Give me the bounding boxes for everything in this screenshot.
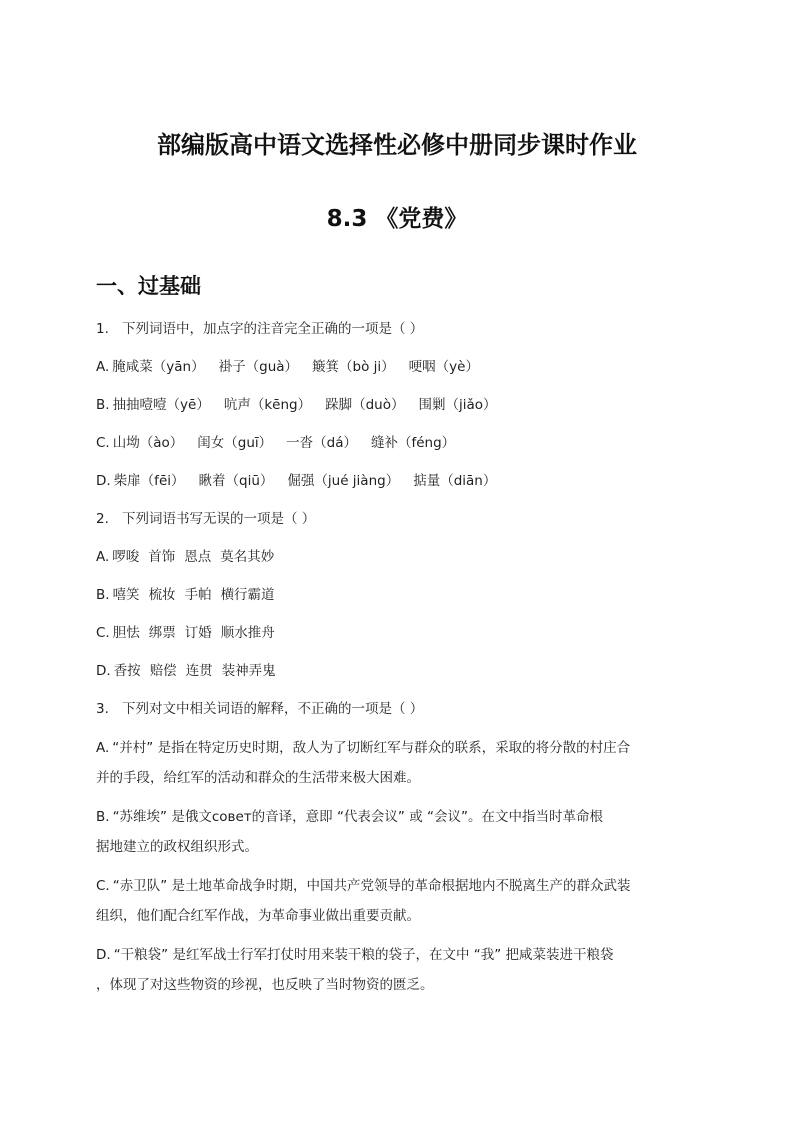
option-word: 嘻笑 (112, 587, 140, 603)
question-3-option-a-line-2: 并的手段，给红军的活动和群众的生活带来极大困难。 (96, 770, 420, 786)
option-word: 簸箕（bò ji） (312, 359, 395, 375)
option-word: 山坳（ào） (112, 435, 184, 451)
option-word: 缝补（féng） (371, 435, 456, 451)
option-text: “干粮袋” 是红军战士行军打仗时用来装干粮的袋子，在文中 “我” 把咸菜装进干粮袋 (113, 947, 614, 963)
option-letter: C. (96, 878, 110, 894)
option-word: 啰唆 (112, 549, 140, 565)
document-title: 部编版高中语文选择性必修中册同步课时作业 (157, 131, 637, 159)
option-word: 连贯 (185, 663, 213, 679)
option-word: 腌咸菜（yān） (112, 359, 205, 375)
question-2-stem (96, 510, 315, 528)
option-word: 褂子（guà） (218, 359, 299, 375)
option-letter: D. (96, 947, 111, 963)
question-3-option-a-line-1 (96, 739, 630, 757)
question-number: 2. (96, 511, 109, 527)
option-word: 吭声（kēng） (223, 397, 312, 413)
option-word: 瞅着（qiū） (198, 473, 274, 489)
question-2-option-b (96, 586, 284, 604)
question-2-option-a (96, 548, 283, 566)
option-word: 顺水推舟 (220, 625, 275, 641)
option-word: 哽咽（yè） (408, 359, 479, 375)
option-letter: D. (96, 473, 111, 489)
question-text: 下列对文中相关词语的解释，不正确的一项是（ ） (122, 701, 424, 717)
document-subtitle: 8.3 《党费》 (326, 206, 468, 232)
option-word: 跺脚（duò） (325, 397, 405, 413)
question-number: 3. (96, 701, 109, 717)
option-word: 香按 (113, 663, 141, 679)
question-3-option-b-line-2: 据地建立的政权组织形式。 (96, 839, 258, 855)
option-word: 梳妆 (148, 587, 176, 603)
option-letter: C. (96, 625, 110, 641)
option-word: 闺女（guī） (197, 435, 273, 451)
question-1-option-c (96, 434, 455, 452)
option-word: 掂量（diān） (413, 473, 497, 489)
option-word: 恩点 (184, 549, 212, 565)
option-text: “苏维埃” 是俄文совет的音译，意即 “代表会议” 或 “会议”。在文中指当时革命根 (112, 809, 603, 825)
option-word: 赔偿 (149, 663, 177, 679)
option-letter: D. (96, 663, 111, 679)
question-3-option-b-line-1 (96, 808, 603, 826)
option-letter: A. (96, 359, 110, 375)
option-letter: B. (96, 809, 110, 825)
option-word: 倔强（jué jiàng） (287, 473, 400, 489)
option-letter: B. (96, 587, 110, 603)
option-word: 一沓（dá） (286, 435, 357, 451)
option-letter: A. (96, 549, 110, 565)
option-word: 绑票 (148, 625, 176, 641)
option-word: 横行霸道 (220, 587, 275, 603)
question-1-option-a (96, 358, 479, 376)
option-word: 围剿（jiǎo） (418, 397, 497, 413)
question-2-option-d (96, 662, 285, 680)
option-letter: A. (96, 740, 110, 756)
question-3-stem (96, 700, 423, 718)
option-word: 首饰 (148, 549, 176, 565)
question-text: 下列词语中，加点字的注音完全正确的一项是（ ） (122, 321, 424, 337)
question-3-option-c-line-2: 组织，他们配合红军作战，为革命事业做出重要贡献。 (96, 908, 420, 924)
question-2-option-c (96, 624, 284, 642)
option-letter: C. (96, 435, 110, 451)
option-word: 订婚 (184, 625, 212, 641)
option-word: 柴扉（fēi） (113, 473, 185, 489)
option-letter: B. (96, 397, 110, 413)
option-text: “并村” 是指在特定历史时期，敌人为了切断红军与群众的联系，采取的将分散的村庄合 (112, 740, 631, 756)
section-heading: 一、过基础 (96, 274, 201, 298)
question-text: 下列词语书写无误的一项是（ ） (122, 511, 316, 527)
question-1-option-b (96, 396, 497, 414)
question-1-stem (96, 320, 423, 338)
option-word: 手帕 (184, 587, 212, 603)
question-number: 1. (96, 321, 109, 337)
question-3-option-c-line-1 (96, 877, 631, 895)
option-text: “赤卫队” 是土地革命战争时期，中国共产党领导的革命根据地内不脱离生产的群众武装 (112, 878, 631, 894)
question-1-option-d (96, 472, 496, 490)
question-3-option-d-line-1 (96, 946, 614, 964)
option-word: 莫名其妙 (220, 549, 275, 565)
option-word: 胆怯 (112, 625, 140, 641)
option-word: 装神弄鬼 (221, 663, 276, 679)
option-word: 抽抽噎噎（yē） (112, 397, 210, 413)
question-3-option-d-line-2: ，体现了对这些物资的珍视，也反映了当时物资的匮乏。 (96, 977, 434, 993)
